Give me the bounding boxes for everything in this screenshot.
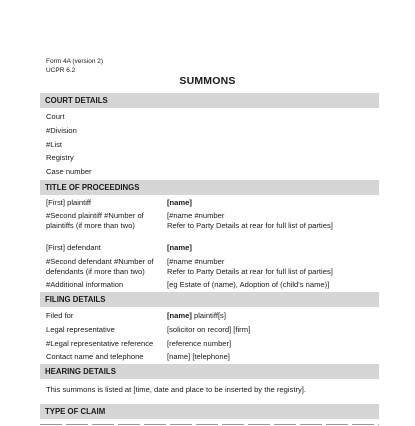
- filed-for-role: plaintiff[s]: [191, 311, 226, 320]
- court-label: Court: [46, 112, 65, 121]
- type-of-claim-heading: TYPE OF CLAIM: [40, 404, 379, 419]
- filed-for-label: Filed for: [46, 311, 74, 320]
- filed-for-name: [name]: [167, 311, 192, 320]
- second-plaintiff-value-line1: [#name #number: [167, 211, 225, 220]
- rule-reference: UCPR 6.2: [46, 67, 76, 74]
- second-defendant-label-line2: defendants (if more than two): [46, 267, 145, 276]
- case-number-label: Case number: [46, 167, 92, 176]
- second-plaintiff-label-line2: plaintiffs (if more than two): [46, 221, 135, 230]
- first-plaintiff-label: [First] plaintiff: [46, 198, 92, 207]
- first-defendant-value: [name]: [167, 243, 192, 252]
- legal-reference-value: [reference number]: [167, 339, 232, 348]
- list-label: #List: [46, 140, 63, 149]
- first-plaintiff-value: [name]: [167, 198, 192, 207]
- second-defendant-value-line2: Refer to Party Details at rear for full list of parties]: [167, 267, 333, 276]
- division-label: #Division: [46, 126, 77, 135]
- additional-information-label: #Additional information: [46, 280, 124, 289]
- contact-value: [name] [telephone]: [167, 352, 230, 361]
- second-defendant-value-line1: [#name #number: [167, 257, 225, 266]
- filing-details-heading: FILING DETAILS: [40, 292, 379, 307]
- additional-information-value: [eg Estate of (name), Adoption of (child's name)]: [167, 280, 330, 289]
- document-title: SUMMONS: [179, 75, 236, 87]
- filed-for-value: [167, 311, 226, 321]
- second-plaintiff-value-line2: Refer to Party Details at rear for full list of parties]: [167, 221, 333, 230]
- legal-representative-label: Legal representative: [46, 325, 115, 334]
- second-defendant-label-line1: #Second defendant #Number of: [46, 257, 154, 266]
- court-details-heading: COURT DETAILS: [40, 93, 379, 108]
- hearing-details-text: This summons is listed at [time, date and place to be inserted by the registry].: [46, 385, 306, 394]
- second-plaintiff-label-line1: #Second plaintiff #Number of: [46, 211, 144, 220]
- registry-label: Registry: [46, 153, 74, 162]
- title-of-proceedings-heading: TITLE OF PROCEEDINGS: [40, 180, 379, 195]
- form-number: Form 4A (version 2): [46, 58, 104, 65]
- legal-reference-label: #Legal representative reference: [46, 339, 154, 348]
- contact-label: Contact name and telephone: [46, 352, 144, 361]
- form-identifier: [46, 57, 103, 75]
- first-defendant-label: [First] defendant: [46, 243, 101, 252]
- legal-representative-value: [solicitor on record] [firm]: [167, 325, 251, 334]
- hearing-details-heading: HEARING DETAILS: [40, 364, 379, 379]
